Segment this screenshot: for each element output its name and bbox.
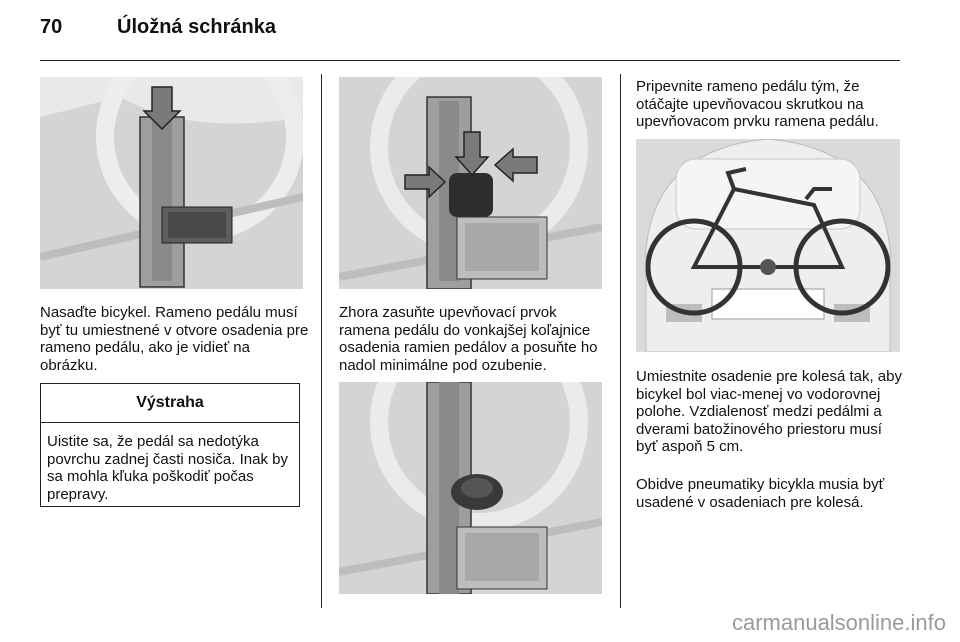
- column-divider-left: [321, 74, 322, 608]
- instruction-text-5: Obidve pneumatiky bicykla musia byť usadené v osadeniach pre kolesá.: [636, 476, 885, 511]
- instruction-text-3: Pripevnite rameno pedálu tým, že otáčajte upevňovacou skrutkou na upevňovacom prvku ramena pedálu.: [636, 78, 879, 130]
- bicycle-on-carrier-illustration: [636, 139, 900, 352]
- watermark: carmanualsonline.info: [731, 610, 946, 635]
- fastening-screw-illustration: [339, 382, 602, 594]
- instruction-text-2: Zhora zasuňte upevňovací prvok ramena pedálu do vonkajšej koľajnice osadenia ramien pedálov a posuňte ho nadol minimálne pod ozubenie.: [339, 304, 598, 374]
- pedal-arm-insert-illustration: [40, 77, 303, 289]
- instruction-text-4: Umiestnite osadenie pre kolesá tak, aby bicykel bol viac-menej vo vodorovnej polohe. Vzdialenosť medzi pedálmi a dverami batožinového priestoru musí byť aspoň 5 cm.: [636, 368, 902, 455]
- warning-title: Výstraha: [41, 384, 299, 423]
- warning-box: [40, 383, 300, 507]
- warning-text: Uistite sa, že pedál sa nedotýka povrchu zadnej časti nosiča. Inak by sa mohla kľuka poškodiť počas prepravy.: [47, 433, 288, 503]
- page-number: 70: [40, 16, 63, 38]
- instruction-text-1: Nasaďte bicykel. Rameno pedálu musí byť tu umiestnené v otvore osadenia pre rameno pedálu, ako je vidieť na obrázku.: [40, 304, 309, 374]
- pedal-arm-holder-illustration: [339, 77, 602, 289]
- column-divider-right: [620, 74, 621, 608]
- page-title: Úložná schránka: [117, 16, 276, 38]
- header-rule: [40, 60, 900, 61]
